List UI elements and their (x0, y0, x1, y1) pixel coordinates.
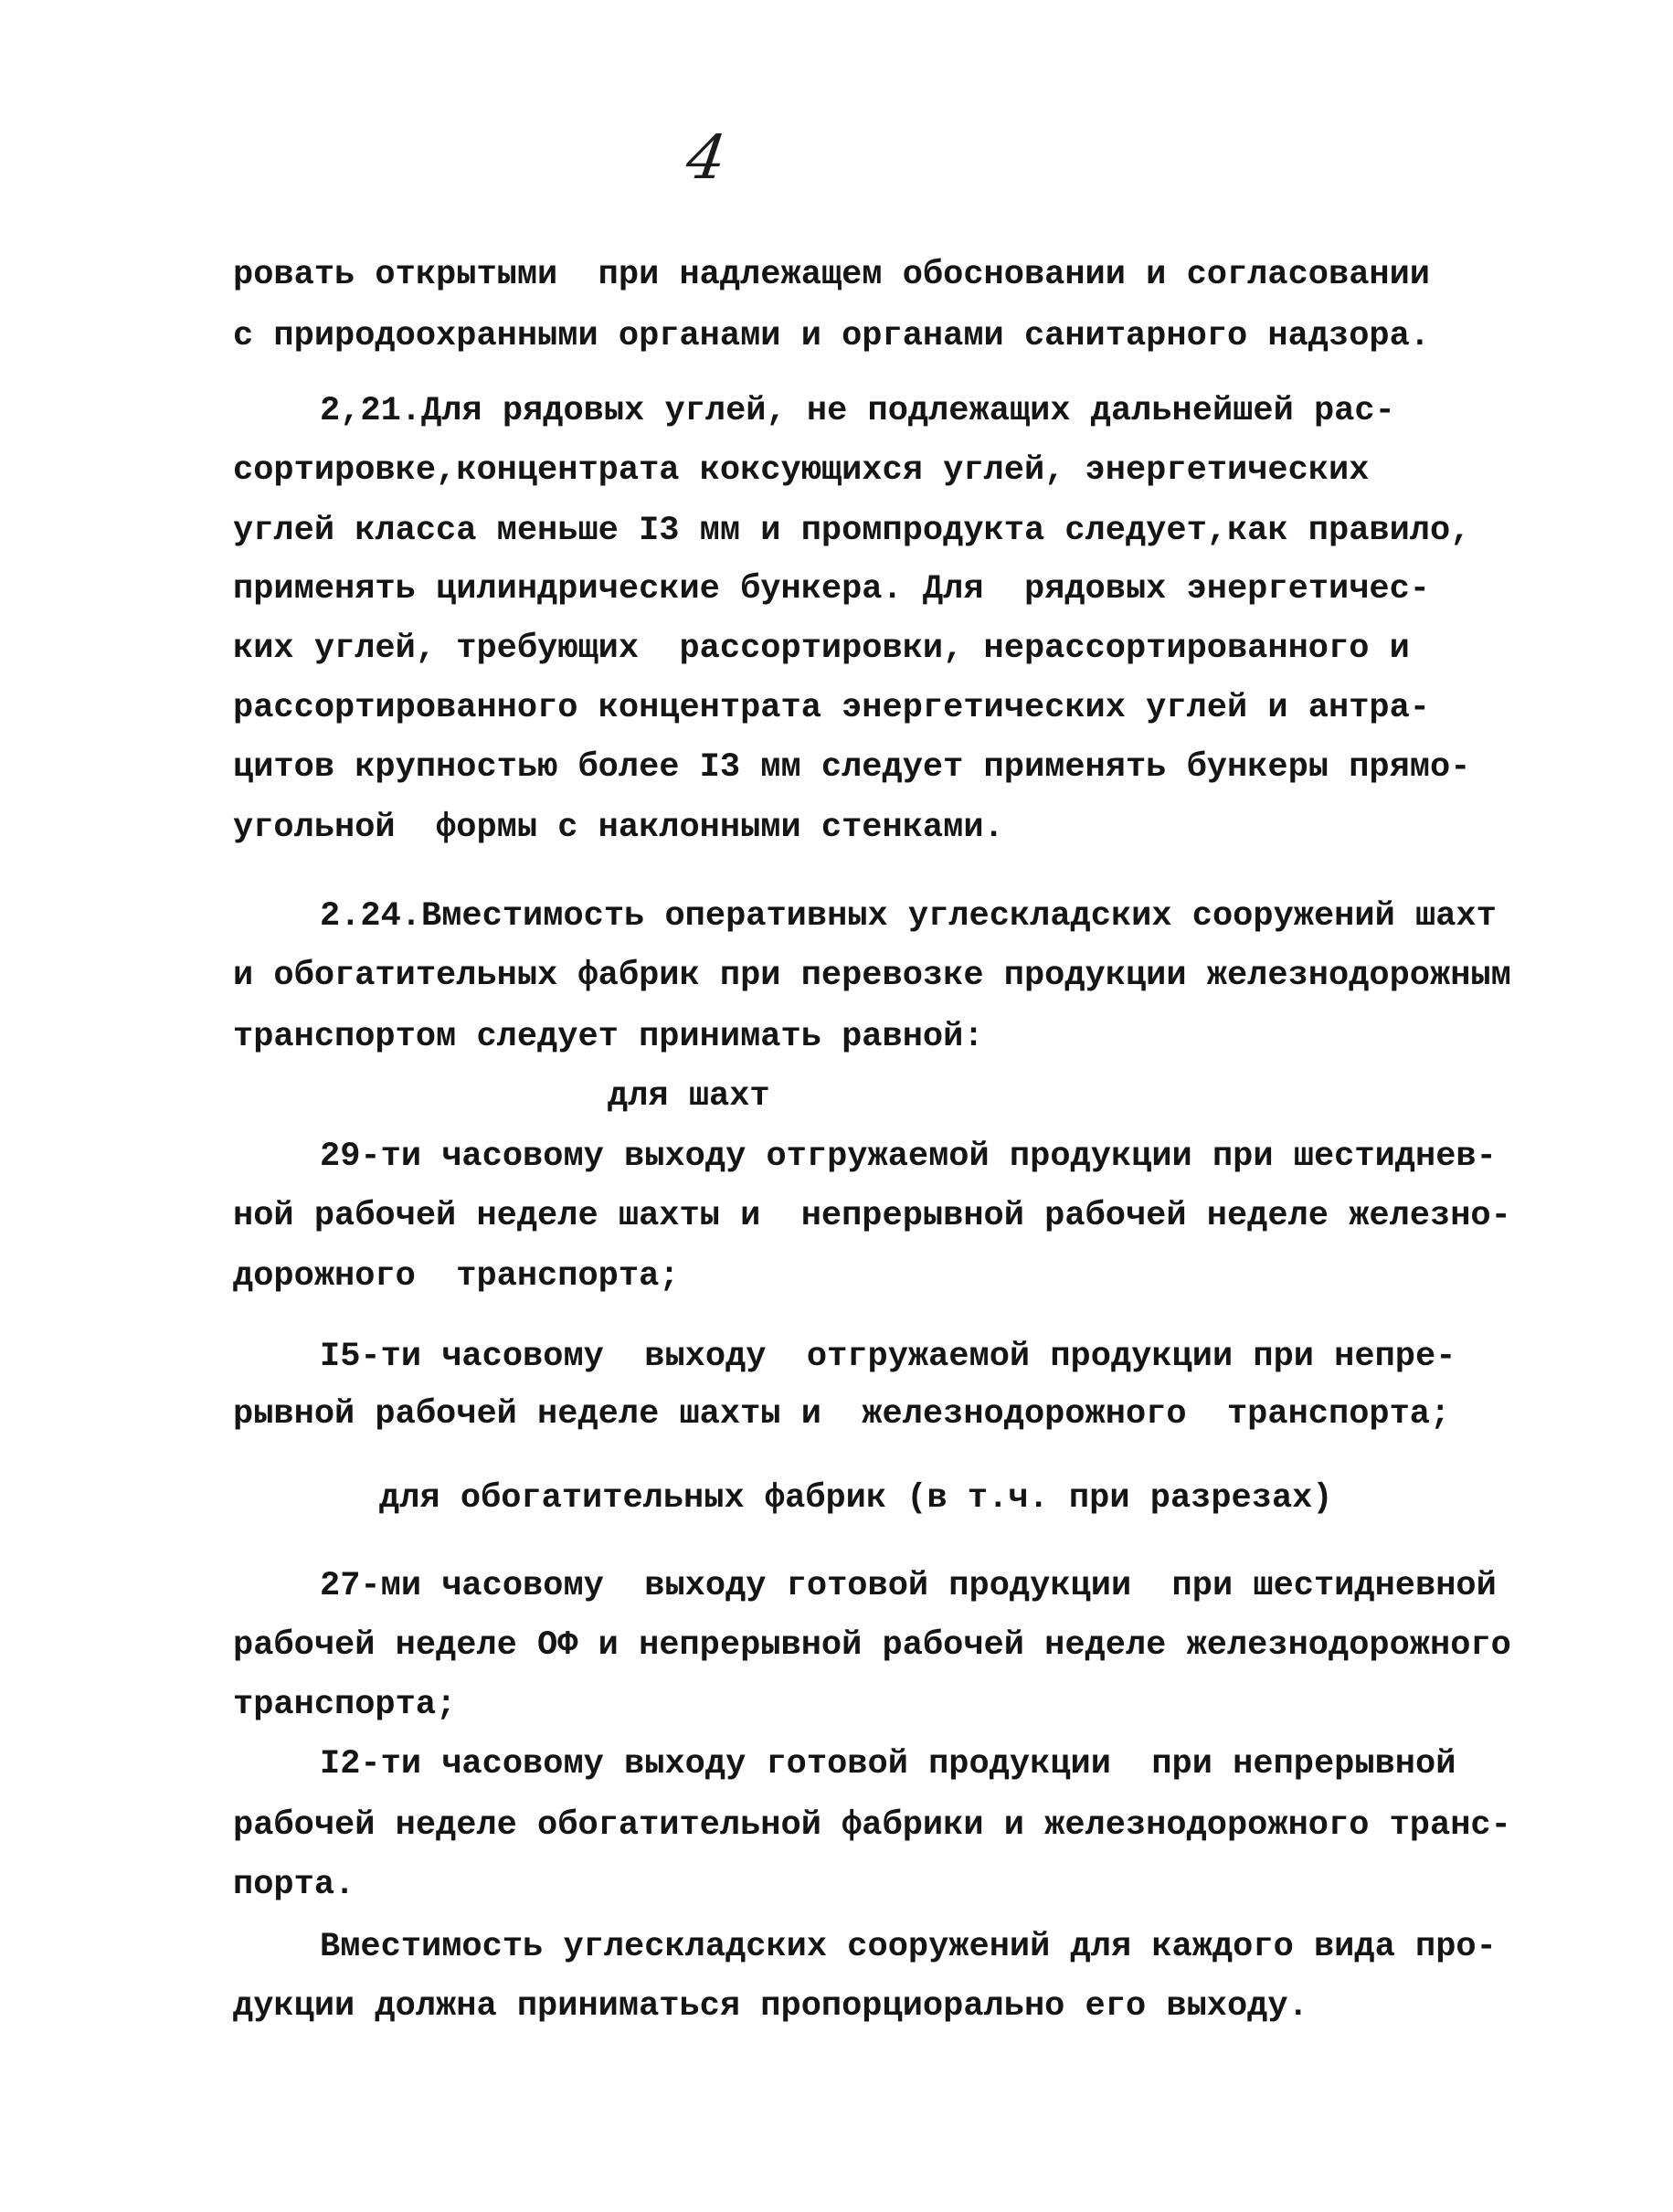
subheading-processing-plants: для обогатительных фабрик (в т.ч. при разрезах) (379, 1479, 1333, 1518)
text-line: и обогатительных фабрик при перевозке продукции железнодорожным (233, 957, 1511, 995)
text-line: с природоохранными органами и органами санитарного надзора. (233, 317, 1431, 355)
page-number: 4 (682, 122, 731, 193)
text-line: дукции должна приниматься пропорциорально его выходу. (233, 1987, 1308, 2026)
text-line: угольной формы с наклонными стенками. (233, 809, 1004, 847)
text-line: сортировке,концентрата коксующихся углей, энергетических (233, 451, 1370, 490)
paragraph-2-24-first-line: 2.24.Вместимость оперативных углескладских сооружений шахт (320, 897, 1497, 936)
subheading-mines: для шахт (608, 1077, 770, 1116)
text-line: углей класса меньше I3 мм и промпродукта следует,как правило, (233, 512, 1471, 550)
text-line: цитов крупностью более I3 мм следует применять бункеры прямо- (233, 748, 1471, 787)
text-line: транспортом следует принимать равной: (233, 1018, 984, 1056)
text-line: ной рабочей неделе шахты и непрерывной рабочей неделе железно- (233, 1197, 1511, 1235)
text-line: рывной рабочей неделе шахты и железнодорожного транспорта; (233, 1395, 1451, 1434)
text-line: I2-ти часовому выходу готовой продукции при непрерывной (320, 1745, 1456, 1783)
text-line: применять цилиндрические бункера. Для рядовых энергетичес- (233, 570, 1431, 609)
text-line: порта. (233, 1866, 355, 1904)
text-line: рабочей неделе ОФ и непрерывной рабочей неделе железнодорожного (233, 1626, 1511, 1665)
text-line: транспорта; (233, 1686, 457, 1724)
text-line: рабочей неделе обогатительной фабрики и железнодорожного транс- (233, 1806, 1511, 1845)
paragraph-2-21-first-line: 2,21.Для рядовых углей, не подлежащих дальнейшей рас- (320, 392, 1395, 430)
closing-paragraph-first-line: Вместимость углескладских сооружений для каждого вида про- (320, 1928, 1497, 1966)
text-line: 27-ми часовому выходу готовой продукции при шестидневной (320, 1567, 1497, 1605)
text-line: I5-ти часовому выходу отгружаемой продукции при непре- (320, 1338, 1456, 1376)
text-line: ких углей, требующих рассортировки, нерассортированного и (233, 630, 1410, 668)
text-line: ровать открытыми при надлежащем обосновании и согласовании (233, 256, 1431, 294)
text-line: 29-ти часовому выходу отгружаемой продукции при шестиднев- (320, 1138, 1497, 1176)
text-line: рассортированного концентрата энергетических углей и антра- (233, 689, 1431, 727)
text-line: дорожного транспорта; (233, 1257, 680, 1296)
